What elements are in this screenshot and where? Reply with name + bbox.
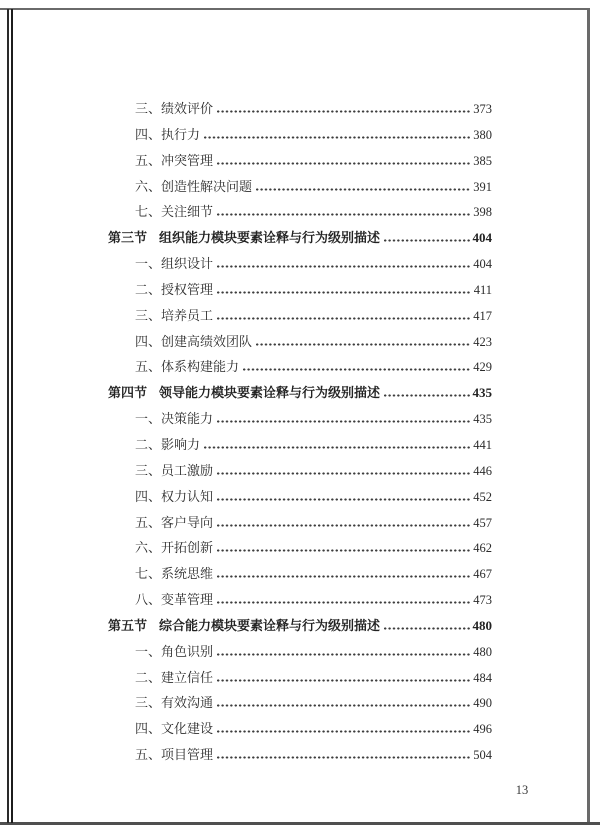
toc-entry-label: 四、 <box>135 126 162 142</box>
toc-item-row <box>108 432 492 458</box>
toc-entry-label: 六、 <box>135 540 162 556</box>
toc-section-row <box>108 613 492 639</box>
toc-leader-dots <box>217 549 470 552</box>
toc-entry-title: 决策能力 <box>161 411 214 427</box>
page-border-bottom <box>0 822 600 825</box>
toc-item-row <box>108 122 492 148</box>
toc-entry-label: 一、 <box>135 411 162 427</box>
toc-leader-dots <box>256 343 470 346</box>
toc-entry-label: 五、 <box>135 152 162 168</box>
toc-entry-page: 435 <box>473 412 492 427</box>
toc-entry-page: 380 <box>473 127 492 142</box>
toc-entry-page: 504 <box>473 748 492 763</box>
toc-entry-page: 452 <box>473 489 492 504</box>
toc-entry-page: 441 <box>473 437 492 452</box>
toc-entry-page: 404 <box>473 257 492 272</box>
toc-item-row <box>108 148 492 174</box>
toc-entry-page: 467 <box>473 567 492 582</box>
toc-entry-page: 496 <box>473 722 492 737</box>
toc-entry-page: 446 <box>473 463 492 478</box>
toc-entry-page: 490 <box>473 696 492 711</box>
toc-entry-title: 领导能力模块要素诠释与行为级别描述 <box>159 385 381 401</box>
page-border-top <box>0 8 590 10</box>
page-spine-line-outer <box>7 9 9 823</box>
toc-leader-dots <box>384 239 469 242</box>
toc-item-row <box>108 510 492 536</box>
toc-entry-label: 第五节 <box>108 617 148 633</box>
toc-entry-title: 创建高绩效团队 <box>161 333 253 349</box>
toc-entry-page: 423 <box>473 334 492 349</box>
toc-entry-label: 二、 <box>135 669 162 685</box>
toc-leader-dots <box>217 291 471 294</box>
toc-entry-title: 建立信任 <box>161 669 214 685</box>
toc-entry-label: 第三节 <box>108 230 148 246</box>
toc-entry-title: 创造性解决问题 <box>161 178 253 194</box>
toc-entry-label: 四、 <box>135 333 162 349</box>
toc-leader-dots <box>217 265 470 268</box>
toc-entry-label: 四、 <box>135 488 162 504</box>
toc-entry-page: 373 <box>473 102 492 116</box>
toc-leader-dots <box>217 472 470 475</box>
toc-entry-title: 系统思维 <box>161 566 214 582</box>
toc-entry-label: 四、 <box>135 721 162 737</box>
toc-item-row <box>108 484 492 510</box>
toc-entry-title: 授权管理 <box>161 281 214 297</box>
toc-entry-label: 五、 <box>135 747 162 763</box>
toc-leader-dots <box>217 601 470 604</box>
toc-item-row <box>108 303 492 329</box>
toc-leader-dots <box>384 394 469 397</box>
toc-leader-dots <box>217 704 470 707</box>
toc-entry-title: 培养员工 <box>161 307 214 323</box>
toc-leader-dots <box>217 420 470 423</box>
toc-item-row <box>108 458 492 484</box>
toc-entry-title: 体系构建能力 <box>161 359 240 375</box>
toc-entry-page: 462 <box>473 541 492 556</box>
toc-entry-title: 执行力 <box>161 126 201 142</box>
toc-entry-page: 480 <box>473 644 492 659</box>
toc-entry-label: 第四节 <box>108 385 148 401</box>
toc-entry-label: 一、 <box>135 256 162 272</box>
toc-entry-label: 七、 <box>135 204 162 220</box>
toc-entry-page: 435 <box>472 385 492 401</box>
toc-entry-title: 影响力 <box>161 436 201 452</box>
toc-entry-title: 有效沟通 <box>161 695 214 711</box>
toc-leader-dots <box>217 756 470 759</box>
toc-item-row <box>108 665 492 691</box>
toc-entry-label: 七、 <box>135 566 162 582</box>
page-number: 13 <box>515 783 529 797</box>
toc-entry-label: 六、 <box>135 178 162 194</box>
toc-leader-dots <box>204 446 470 449</box>
toc-leader-dots <box>217 679 470 682</box>
toc-item-row <box>108 251 492 277</box>
toc-entry-label: 一、 <box>135 643 162 659</box>
table-of-contents <box>108 96 492 768</box>
toc-leader-dots <box>243 368 470 371</box>
toc-item-row <box>108 587 492 613</box>
toc-entry-page: 480 <box>472 617 492 633</box>
toc-entry-page: 411 <box>473 282 492 297</box>
toc-leader-dots <box>217 317 470 320</box>
toc-item-row <box>108 406 492 432</box>
toc-entry-title: 员工激励 <box>161 462 214 478</box>
toc-entry-title: 文化建设 <box>161 721 214 737</box>
toc-item-row <box>108 354 492 380</box>
toc-item-row <box>108 96 492 122</box>
toc-item-row <box>108 199 492 225</box>
toc-entry-label: 三、 <box>135 307 162 323</box>
toc-item-row <box>108 561 492 587</box>
toc-item-row <box>108 690 492 716</box>
toc-entry-label: 五、 <box>135 514 162 530</box>
toc-entry-label: 三、 <box>135 462 162 478</box>
toc-entry-title: 权力认知 <box>161 488 214 504</box>
toc-leader-dots <box>217 524 470 527</box>
toc-entry-title: 综合能力模块要素诠释与行为级别描述 <box>159 617 381 633</box>
toc-entry-title: 绩效评价 <box>161 101 214 116</box>
toc-entry-label: 五、 <box>135 359 162 375</box>
page-border-right <box>587 8 590 824</box>
toc-entry-page: 473 <box>473 593 492 608</box>
toc-entry-title: 客户导向 <box>161 514 214 530</box>
toc-entry-title: 冲突管理 <box>161 152 214 168</box>
toc-leader-dots <box>217 730 470 733</box>
toc-entry-title: 角色识别 <box>161 643 214 659</box>
toc-entry-title: 组织能力模块要素诠释与行为级别描述 <box>159 230 381 246</box>
toc-entry-title: 开拓创新 <box>161 540 214 556</box>
toc-entry-label: 二、 <box>135 281 162 297</box>
toc-item-row <box>108 716 492 742</box>
toc-entry-page: 385 <box>473 153 492 168</box>
toc-entry-page: 457 <box>473 515 492 530</box>
toc-entry-page: 398 <box>473 205 492 220</box>
toc-item-row <box>108 639 492 665</box>
toc-leader-dots <box>204 136 470 139</box>
toc-leader-dots <box>217 498 470 501</box>
toc-entry-title: 组织设计 <box>161 256 214 272</box>
toc-leader-dots <box>217 653 470 656</box>
toc-section-row <box>108 380 492 406</box>
toc-item-row <box>108 742 492 768</box>
toc-leader-dots <box>256 188 470 191</box>
toc-leader-dots <box>384 627 469 630</box>
toc-leader-dots <box>217 162 470 165</box>
page-spine-line-inner <box>11 9 13 823</box>
toc-entry-label: 三、 <box>135 695 162 711</box>
toc-entry-page: 417 <box>473 308 492 323</box>
toc-entry-label: 二、 <box>135 436 162 452</box>
toc-entry-page: 429 <box>473 360 492 375</box>
toc-leader-dots <box>217 575 470 578</box>
toc-entry-title: 关注细节 <box>161 204 214 220</box>
toc-entry-label: 八、 <box>135 592 162 608</box>
toc-item-row <box>108 174 492 200</box>
toc-item-row <box>108 329 492 355</box>
toc-entry-label: 三、 <box>135 101 162 116</box>
toc-item-row <box>108 277 492 303</box>
toc-leader-dots <box>217 110 470 113</box>
toc-entry-page: 484 <box>473 670 492 685</box>
toc-entry-page: 404 <box>472 230 492 246</box>
toc-entry-title: 变革管理 <box>161 592 214 608</box>
toc-section-row <box>108 225 492 251</box>
toc-entry-title: 项目管理 <box>161 747 214 763</box>
toc-item-row <box>108 535 492 561</box>
toc-leader-dots <box>217 213 470 216</box>
toc-entry-page: 391 <box>473 179 492 194</box>
